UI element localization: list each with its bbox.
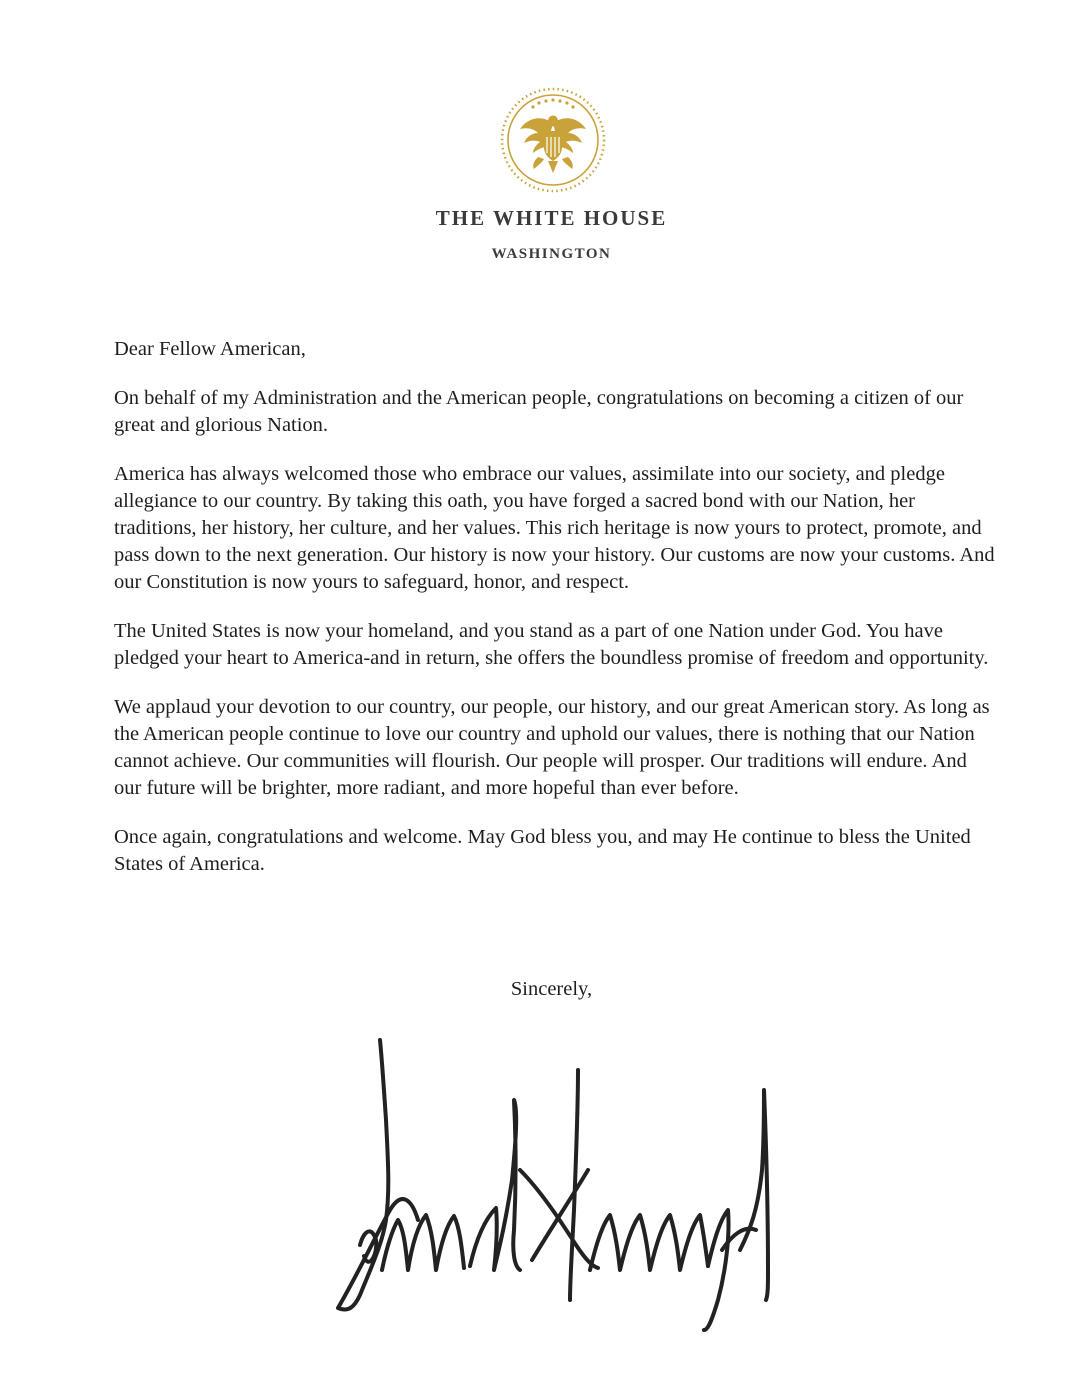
letterhead-subtitle: WASHINGTON (491, 246, 612, 262)
paragraph-1: On behalf of my Administration and the American people, congratulations on becoming a citizen of our great and glorious Nation. (114, 387, 964, 436)
paragraph-5: Once again, congratulations and welcome. May God bless you, and may He continue to bless the United States of America. (114, 826, 971, 875)
paragraph-4: We applaud your devotion to our country, our people, our history, and our great American story. As long as the American people continue to love our country and uphold our values, there is nothing that our Nation cannot achieve. Our communities will flourish. Our people will prosper. Our traditions will endure. And our future will be brighter, more radiant, and more hopeful than ever before. (114, 696, 990, 799)
paragraph-2: America has always welcomed those who embrace our values, assimilate into our society, and pledge allegiance to our country. By taking this oath, you have forged a sacred bond with our Nation, her traditions, her history, her culture, and her values. This rich heritage is now yours to protect, promote, and pass down to the next generation. Our history is now your history. Our customs are now your customs. And our Constitution is now yours to safeguard, honor, and respect. (114, 463, 995, 593)
paragraph-3: The United States is now your homeland, and you stand as a part of one Nation under God. You have pledged your heart to America-and in return, she offers the boundless promise of freedom and opportunity. (114, 620, 989, 669)
presidential-seal-icon (498, 85, 608, 195)
letter-body (114, 336, 999, 900)
handwritten-signature-icon (320, 1030, 790, 1340)
letterhead-title: THE WHITE HOUSE (435, 206, 668, 230)
salutation: Dear Fellow American, (114, 338, 306, 360)
closing: Sincerely, (510, 978, 593, 1000)
